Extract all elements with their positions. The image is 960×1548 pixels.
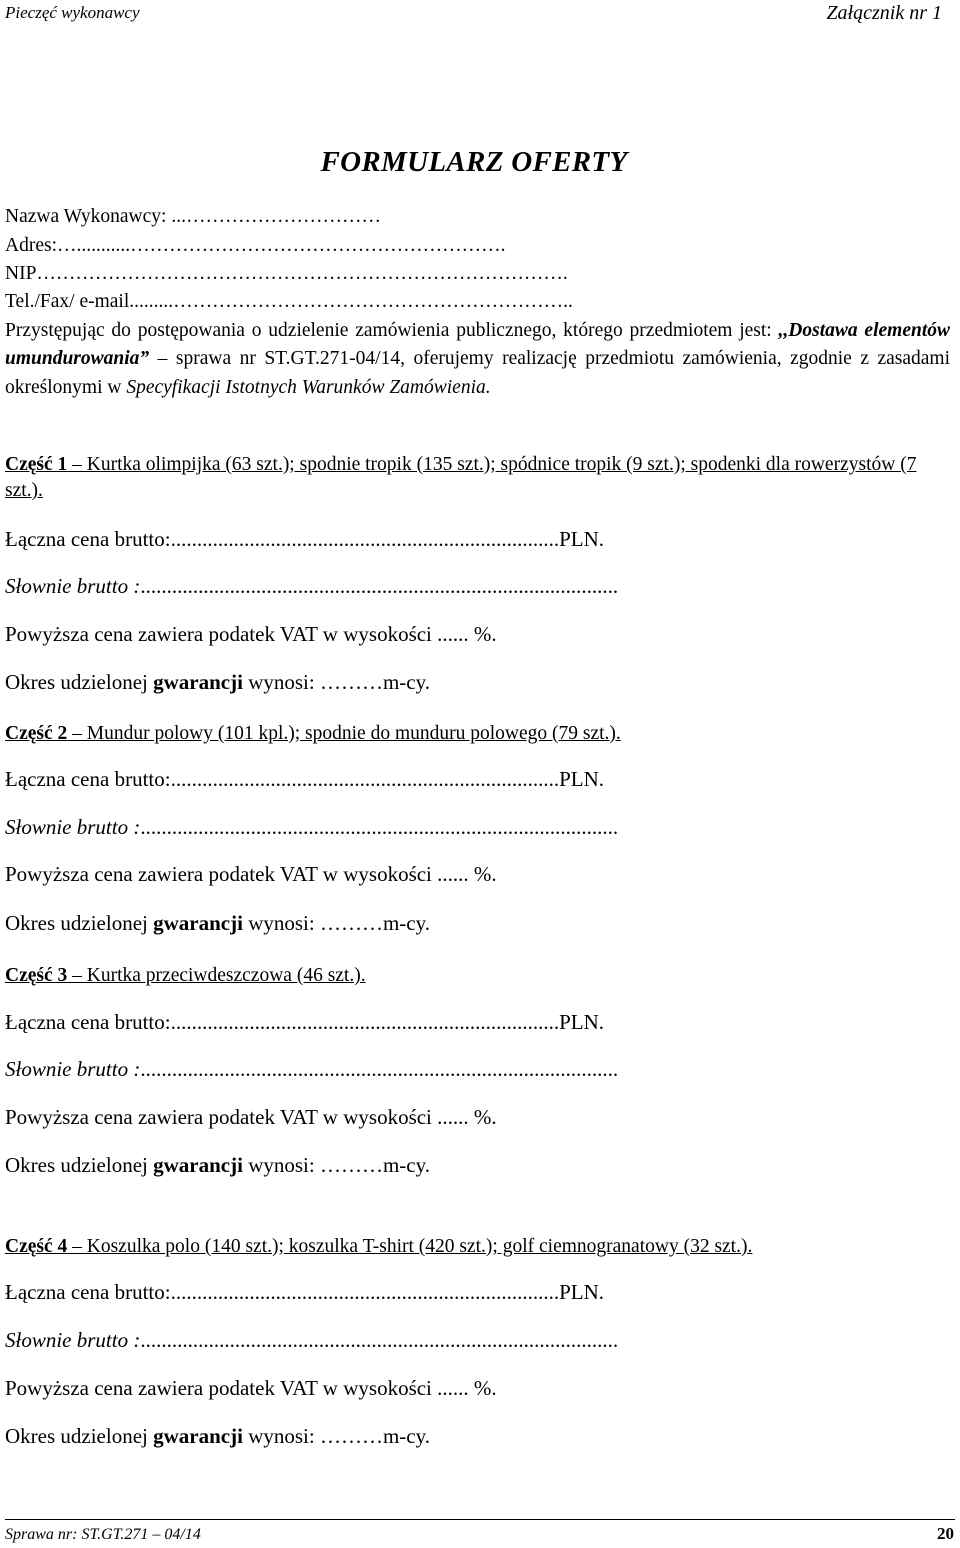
- warranty-bold: gwarancji: [153, 911, 243, 935]
- words-dots: ..........................................................................................: [140, 1328, 613, 1352]
- part-label: Część 1: [5, 454, 68, 475]
- warranty-post: wynosi: ………m-cy.: [242, 1424, 430, 1448]
- intro-lead: Przystępując do postępowania o udzielenie zamówienia publicznego, którego przedmiotem jest:: [5, 320, 772, 341]
- part-2-warranty[interactable]: [5, 911, 430, 936]
- form-title: FORMULARZ OFERTY: [320, 146, 628, 178]
- warranty-pre: Okres udzielonej: [5, 670, 154, 694]
- part-2-words[interactable]: Słownie brutto :...........................................................................................: [5, 815, 619, 839]
- warranty-pre: Okres udzielonej: [5, 911, 154, 935]
- part-description: – Kurtka olimpijka (63 szt.); spodnie tropik (135 szt.); spódnice tropik (9 szt.); spodenki dla rowerzystów (7 szt.).: [5, 454, 917, 501]
- part-description: – Kurtka przeciwdeszczowa (46 szt.).: [67, 965, 366, 986]
- part-label: Część 4: [5, 1236, 68, 1257]
- order-subject: ,,Dostawa elementów umundurowania”: [5, 320, 950, 370]
- words-dots: ..........................................................................................: [140, 574, 613, 598]
- contractor-name-field[interactable]: Nazwa Wykonawcy: ...…………………………: [5, 206, 381, 227]
- words-label: Słownie brutto :: [5, 815, 141, 839]
- nip-field[interactable]: NIP……………………………………………………………………….: [5, 263, 568, 284]
- part-3-price[interactable]: Łączna cena brutto:..........................................................................PLN.: [5, 1010, 604, 1034]
- contact-field[interactable]: Tel./Fax/ e-mail.........……………………………………………………..: [5, 291, 573, 312]
- words-dots: ..........................................................................................: [140, 1057, 613, 1081]
- part-3-vat[interactable]: Powyższa cena zawiera podatek VAT w wysokości ...... %.: [5, 1105, 497, 1129]
- part-1-warranty[interactable]: [5, 670, 430, 695]
- warranty-post: wynosi: ………m-cy.: [242, 911, 430, 935]
- footer-divider: [5, 1519, 955, 1520]
- part-1-words[interactable]: Słownie brutto :...........................................................................................: [5, 574, 619, 598]
- warranty-post: wynosi: ………m-cy.: [242, 1153, 430, 1177]
- warranty-bold: gwarancji: [153, 1153, 243, 1177]
- part-label: Część 3: [5, 965, 68, 986]
- part-2-vat[interactable]: Powyższa cena zawiera podatek VAT w wysokości ...... %.: [5, 862, 497, 886]
- warranty-bold: gwarancji: [153, 1424, 243, 1448]
- part-1-vat[interactable]: Powyższa cena zawiera podatek VAT w wysokości ...... %.: [5, 622, 497, 646]
- address-field[interactable]: Adres:…...........………………………………………………….: [5, 235, 506, 256]
- part-3-heading: [5, 963, 955, 989]
- warranty-pre: Okres udzielonej: [5, 1424, 154, 1448]
- part-2-price[interactable]: Łączna cena brutto:..........................................................................PLN.: [5, 767, 604, 791]
- warranty-pre: Okres udzielonej: [5, 1153, 154, 1177]
- stamp-label: Pieczęć wykonawcy: [5, 3, 140, 22]
- case-number: Sprawa nr: ST.GT.271 – 04/14: [5, 1526, 201, 1543]
- part-4-price[interactable]: Łączna cena brutto:..........................................................................PLN.: [5, 1280, 604, 1304]
- words-label: Słownie brutto :: [5, 574, 141, 598]
- part-description: – Koszulka polo (140 szt.); koszulka T-shirt (420 szt.); golf ciemnogranatowy (32 szt.).: [67, 1236, 753, 1257]
- intro-paragraph: [5, 317, 950, 402]
- part-1-price[interactable]: Łączna cena brutto:..........................................................................PLN.: [5, 527, 604, 551]
- part-3-warranty[interactable]: [5, 1153, 430, 1178]
- words-dots: ..........................................................................................: [140, 815, 613, 839]
- part-3-words[interactable]: Słownie brutto :...........................................................................................: [5, 1057, 619, 1081]
- intro-middle: – sprawa nr ST.GT.271-04/14, oferujemy realizację przedmiotu zamówienia, zgodnie z zasadami określonymi w: [5, 348, 950, 398]
- warranty-bold: gwarancji: [153, 670, 243, 694]
- warranty-post: wynosi: ………m-cy.: [242, 670, 430, 694]
- part-label: Część 2: [5, 723, 68, 744]
- attachment-label: Załącznik nr 1: [826, 2, 942, 24]
- part-4-heading: [5, 1234, 955, 1260]
- part-4-vat[interactable]: Powyższa cena zawiera podatek VAT w wysokości ...... %.: [5, 1376, 497, 1400]
- part-4-warranty[interactable]: [5, 1424, 430, 1449]
- part-description: – Mundur polowy (101 kpl.); spodnie do munduru polowego (79 szt.).: [67, 723, 621, 744]
- part-1-heading: [5, 452, 955, 504]
- spec-reference: Specyfikacji Istotnych Warunków Zamówienia.: [126, 376, 491, 398]
- words-label: Słownie brutto :: [5, 1328, 141, 1352]
- words-label: Słownie brutto :: [5, 1057, 141, 1081]
- part-2-heading: [5, 721, 955, 747]
- page-number: 20: [937, 1524, 954, 1543]
- part-4-words[interactable]: Słownie brutto :...........................................................................................: [5, 1328, 619, 1352]
